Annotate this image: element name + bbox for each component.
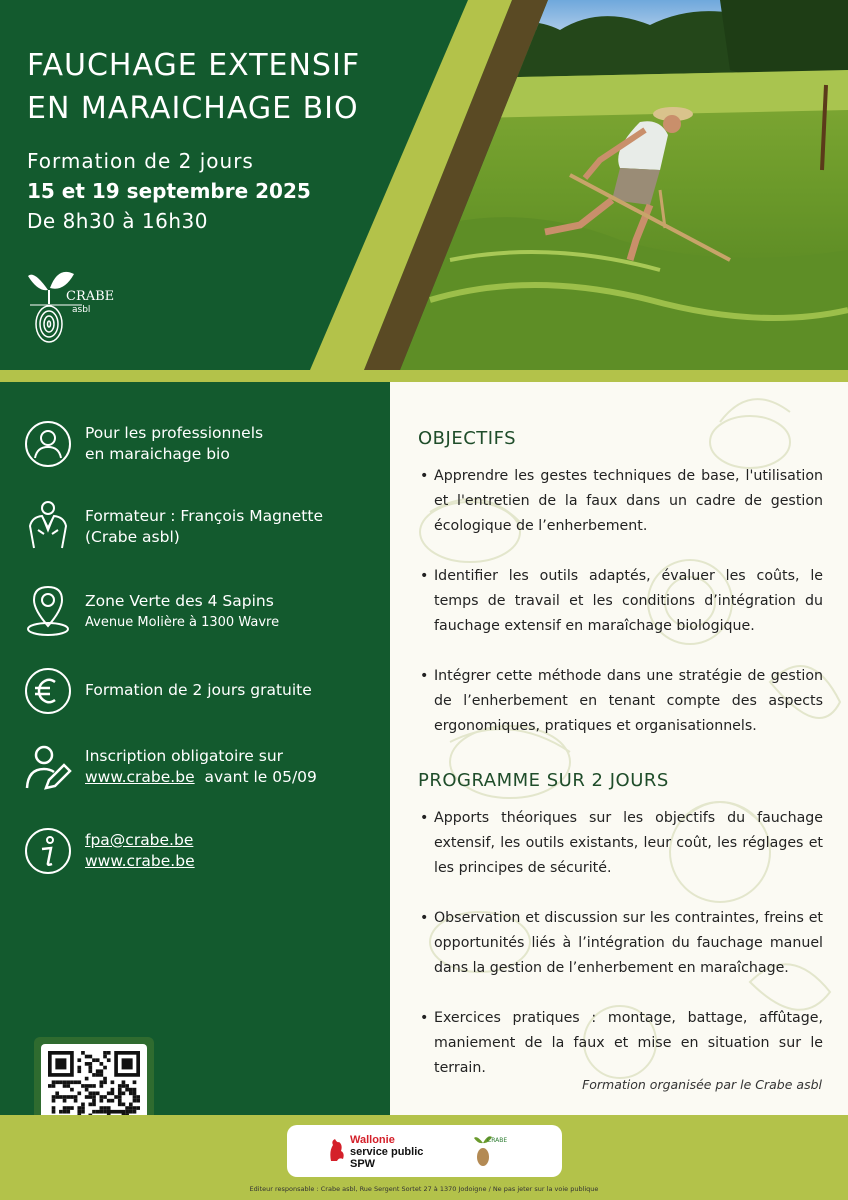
trainer-line-1: Formateur : François Magnette <box>85 507 323 525</box>
contact-text <box>85 830 195 872</box>
programme-item-2: • Observation et discussion sur les contraintes, freins et opportunités liés à l’intégration du fauchage manuel dans la gestion de l’enherbement en maraîchage. <box>418 906 823 981</box>
dates: 15 et 19 septembre 2025 <box>27 179 311 203</box>
programme-item-3: • Exercices pratiques : montage, battage, affûtage, maniement de la faux et mise en situation sur le terrain. <box>418 1006 823 1081</box>
footer <box>0 1115 848 1200</box>
hours: De 8h30 à 16h30 <box>27 209 208 233</box>
registration-line-1: Inscription obligatoire sur <box>85 747 284 765</box>
subtitle-block <box>27 147 311 236</box>
wallonie-logo <box>350 1135 423 1170</box>
audience-text <box>85 423 263 465</box>
price-text: Formation de 2 jours gratuite <box>85 681 312 699</box>
logo-name: CRABE <box>66 289 115 304</box>
trainer-icon <box>24 500 72 552</box>
objectives-title: OBJECTIFS <box>418 428 517 449</box>
crabe-small-logo <box>473 1133 513 1171</box>
info-column <box>0 382 390 1115</box>
programme-title: PROGRAMME SUR 2 JOURS <box>418 770 669 791</box>
organizer-note: Formation organisée par le Crabe asbl <box>582 1077 822 1092</box>
header <box>0 0 848 370</box>
trainer-line-2: (Crabe asbl) <box>85 528 180 546</box>
objective-item-1: • Apprendre les gestes techniques de base, l'utilisation et l'entretien de la faux dans un cadre de gestion écologique de l’enherbement. <box>418 464 823 539</box>
wallonie-rooster-icon <box>327 1137 347 1163</box>
page-title <box>27 44 360 130</box>
title-line-1: FAUCHAGE EXTENSIF <box>27 48 361 83</box>
person-icon <box>24 420 72 468</box>
location-pin-icon <box>24 584 72 638</box>
user-edit-icon <box>24 744 72 794</box>
programme-item-1: • Apports théoriques sur les objectifs du fauchage extensif, les outils existants, leur coût, les réglages et les principes de sécurité. <box>418 806 823 881</box>
info-icon <box>24 827 72 875</box>
partner-logos <box>287 1125 562 1177</box>
registration-deadline: avant le 05/09 <box>204 768 317 786</box>
subtitle: Formation de 2 jours <box>27 149 254 173</box>
contact-email[interactable]: fpa@crabe.be <box>85 831 194 849</box>
registration-link[interactable]: www.crabe.be <box>85 768 195 786</box>
location-line-2: Avenue Molière à 1300 Wavre <box>85 615 280 630</box>
location-line-1: Zone Verte des 4 Sapins <box>85 592 274 610</box>
euro-icon <box>24 667 72 715</box>
location-text <box>85 591 279 633</box>
editor-note: Editeur responsable : Crabe asbl, Rue Sergent Sortet 27 à 1370 Jodoigne / Ne pas jeter sur la voie publique <box>249 1185 599 1193</box>
crabe-logo <box>24 262 134 352</box>
audience-line-2: en maraichage bio <box>85 445 230 463</box>
registration-text <box>85 746 317 788</box>
trainer-text <box>85 506 323 548</box>
title-line-2: EN MARAICHAGE BIO <box>27 91 359 126</box>
registration-line-2 <box>85 767 317 788</box>
audience-line-1: Pour les professionnels <box>85 424 264 442</box>
divider-band <box>0 370 848 382</box>
contact-website[interactable]: www.crabe.be <box>85 852 195 870</box>
logo-sub: asbl <box>72 305 91 315</box>
wallonie-service: service public <box>350 1146 424 1158</box>
crabe-small-text: CRABE <box>487 1137 508 1144</box>
objective-item-3: • Intégrer cette méthode dans une stratégie de gestion de l’enherbement en tenant compte des aspects ergonomiques, pratiques et organisationnels. <box>418 664 823 739</box>
content-column <box>390 382 848 1115</box>
wallonie-spw: SPW <box>350 1158 376 1170</box>
objective-item-2: • Identifier les outils adaptés, évaluer les coûts, le temps de travail et les conditions d’intégration du fauchage extensif en maraîchage biologique. <box>418 564 823 639</box>
wallonie-name: Wallonie <box>350 1134 395 1146</box>
